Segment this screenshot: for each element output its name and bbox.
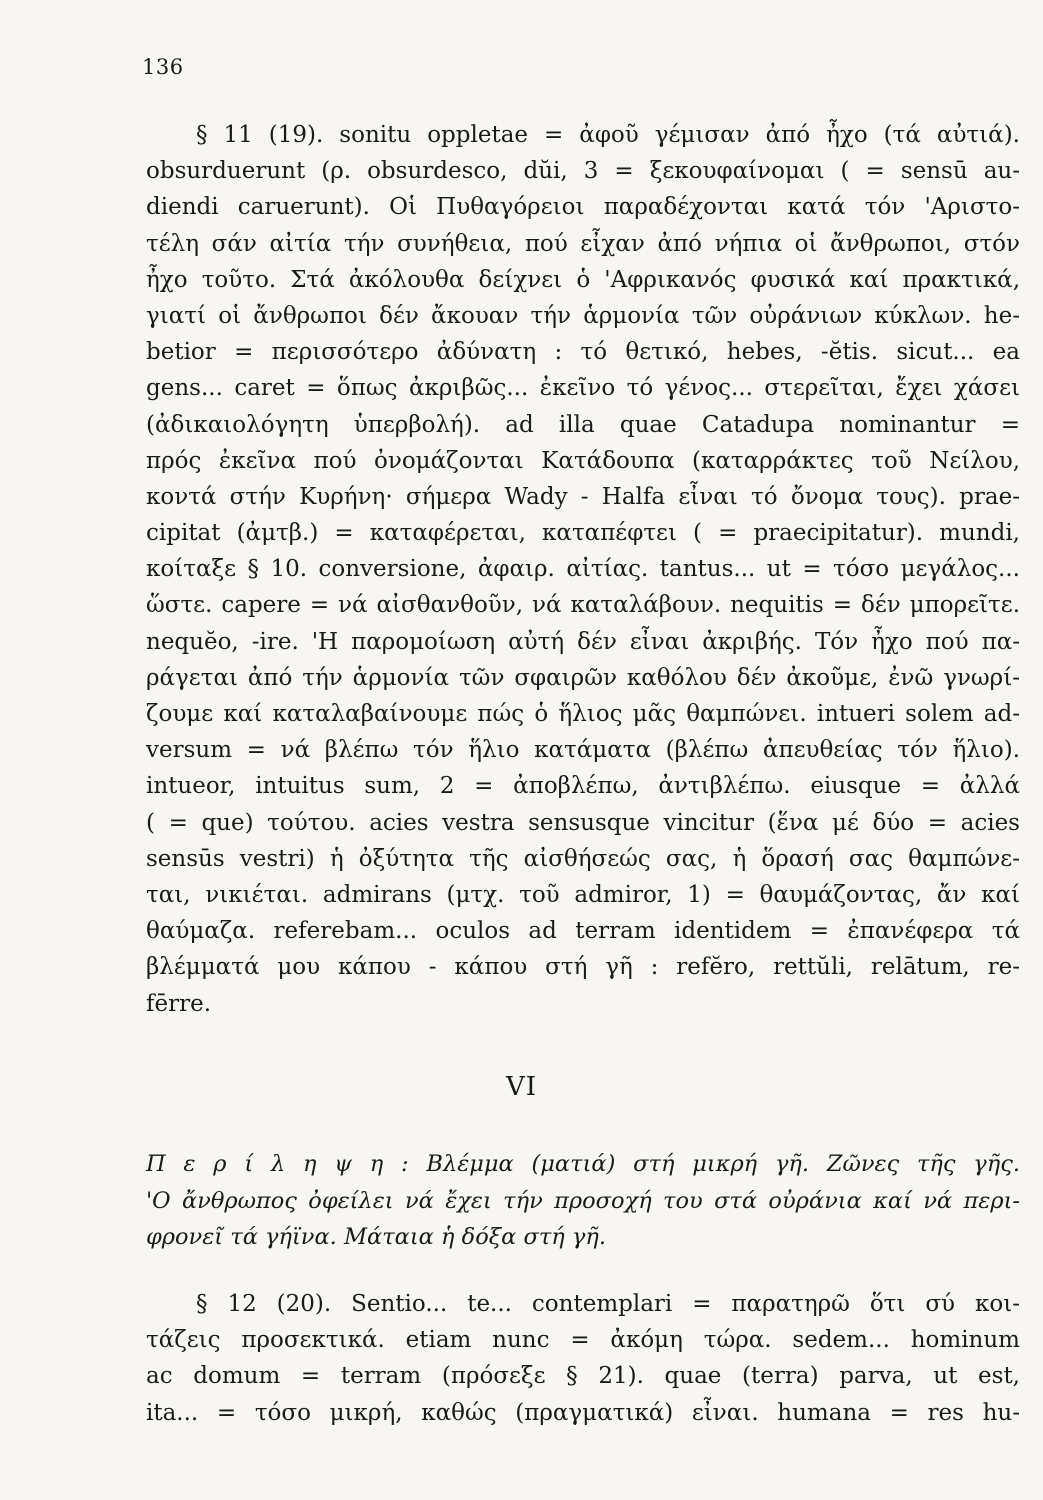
text-line: κοίταξε § 10. conversione, ἀφαιρ. αἰτίας. tantus... ut = τόσο μεγάλος... (146, 556, 1020, 583)
text-line: ita... = τόσο μικρή, καθώς (πραγματικά) εἶναι. humana = res hu- (146, 1399, 1020, 1426)
text-line: obsurduerunt (ρ. obsurdesco, dŭi, 3 = ξεκουφαίνομαι ( = sensū au- (146, 158, 1020, 185)
text-line: fērre. (146, 990, 212, 1017)
text-line: cipitat (ἀμτβ.) = καταφέρεται, καταπέφτει ( = praecipitatur). mundi, (146, 520, 1020, 547)
summary-paragraph (146, 1146, 1020, 1256)
text-line: θαύμαζα. referebam... oculos ad terram identidem = ἐπανέφερα τά (146, 918, 1020, 945)
text-line: intueor, intuitus sum, 2 = ἀποβλέπω, ἀντιβλέπω. eiusque = ἀλλά (146, 773, 1020, 800)
paragraph-11 (146, 117, 1020, 1022)
text-line: ἦχο τοῦτο. Στά ἀκόλουθα δείχνει ὁ 'Αφρικανός φυσικά καί πρακτικά, (146, 266, 1020, 293)
text-line: ται, νικιέται. admirans (μτχ. τοῦ admiror, 1) = θαυμάζοντας, ἄν καί (146, 881, 1020, 908)
text-line: (ἀδικαιολόγητη ὑπερβολή). ad illa quae Catadupa nominantur = (146, 411, 1020, 438)
text-line: ( = que) τούτου. acies vestra sensusque vincitur (ἕνα μέ δύο = acies (146, 809, 1020, 836)
text-line: diendi caruerunt). Οἱ Πυθαγόρειοι παραδέχονται κατά τόν 'Αριστο- (146, 194, 1020, 221)
paragraph-12 (146, 1286, 1020, 1431)
text-line: betior = περισσότερο ἀδύνατη : τό θετικό, hebes, -ĕtis. sicut... ea (146, 339, 1020, 366)
text-line: γιατί οἱ ἄνθρωποι δέν ἄκουαν τήν ἁρμονία τῶν οὐράνιων κύκλων. he- (146, 302, 1020, 329)
text-line: κοντά στήν Κυρήνη· σήμερα Wady - Halfa εἶναι τό ὄνομα τους). prae- (146, 483, 1020, 510)
text-line: ζουμε καί καταλαβαίνουμε πώς ὁ ἥλιος μᾶς θαμπώνει. intueri solem ad- (146, 701, 1020, 727)
text-line: τάζεις προσεκτικά. etiam nunc = ἀκόμη τώρα. sedem... hominum (146, 1327, 1020, 1354)
page-number: 136 (142, 55, 184, 79)
text-line: ac domum = terram (πρόσεξε § 21). quae (terra) parva, ut est, (146, 1363, 1020, 1390)
summary-line: Π ε ρ ί λ η ψ η : Βλέμμα (ματιά) στή μικρή γῆ. Ζῶνες τῆς γῆς. (146, 1151, 1020, 1177)
text-line: § 11 (19). sonitu oppletae = ἀφοῦ γέμισαν ἀπό ἦχο (τά αὐτιά). (196, 122, 1020, 148)
text-line: ὥστε. capere = νά αἰσθανθοῦν, νά καταλάβουν. nequitis = δέν μπορεῖτε. (146, 592, 1020, 619)
text-line: τέλη σάν αἰτία τήν συνήθεια, πού εἶχαν ἀπό νήπια οἱ ἄνθρωποι, στόν (146, 230, 1020, 257)
text-line: versum = νά βλέπω τόν ἥλιο κατάματα (βλέπω ἀπευθείας τόν ἥλιο). (146, 737, 1020, 764)
section-heading: VI (505, 1072, 538, 1102)
text-line: nequĕo, -ire. 'Η παρομοίωση αὐτή δέν εἶναι ἀκριβής. Τόν ἦχο πού πα- (146, 628, 1020, 655)
text-line: § 12 (20). Sentio... te... contemplari = παρατηρῶ ὅτι σύ κοι- (196, 1291, 1020, 1317)
text-line: sensūs vestri) ἡ ὀξύτητα τῆς αἰσθήσεώς σας, ἡ ὅρασή σας θαμπώνε- (146, 845, 1020, 872)
text-line: ράγεται ἀπό τήν ἁρμονία τῶν σφαιρῶν καθόλου δέν ἀκοῦμε, ἐνῶ γνωρί- (146, 664, 1020, 691)
text-line: βλέμματά μου κάπου - κάπου στή γῆ : refĕro, rettŭli, relātum, re- (146, 954, 1020, 981)
text-line: gens... caret = ὅπως ἀκριβῶς... ἐκεῖνο τό γένος... στερεῖται, ἔχει χάσει (146, 375, 1020, 402)
text-line: πρός ἐκεῖνα πού ὀνομάζονται Κατάδουπα (καταρράκτες τοῦ Νείλου, (146, 447, 1020, 474)
summary-line: 'Ο ἄνθρωπος ὀφείλει νά ἔχει τήν προσοχή του στά οὐράνια καί νά περι- (146, 1187, 1020, 1214)
summary-line: φρονεῖ τά γήϊνα. Μάταια ἡ δόξα στή γῆ. (146, 1224, 606, 1250)
